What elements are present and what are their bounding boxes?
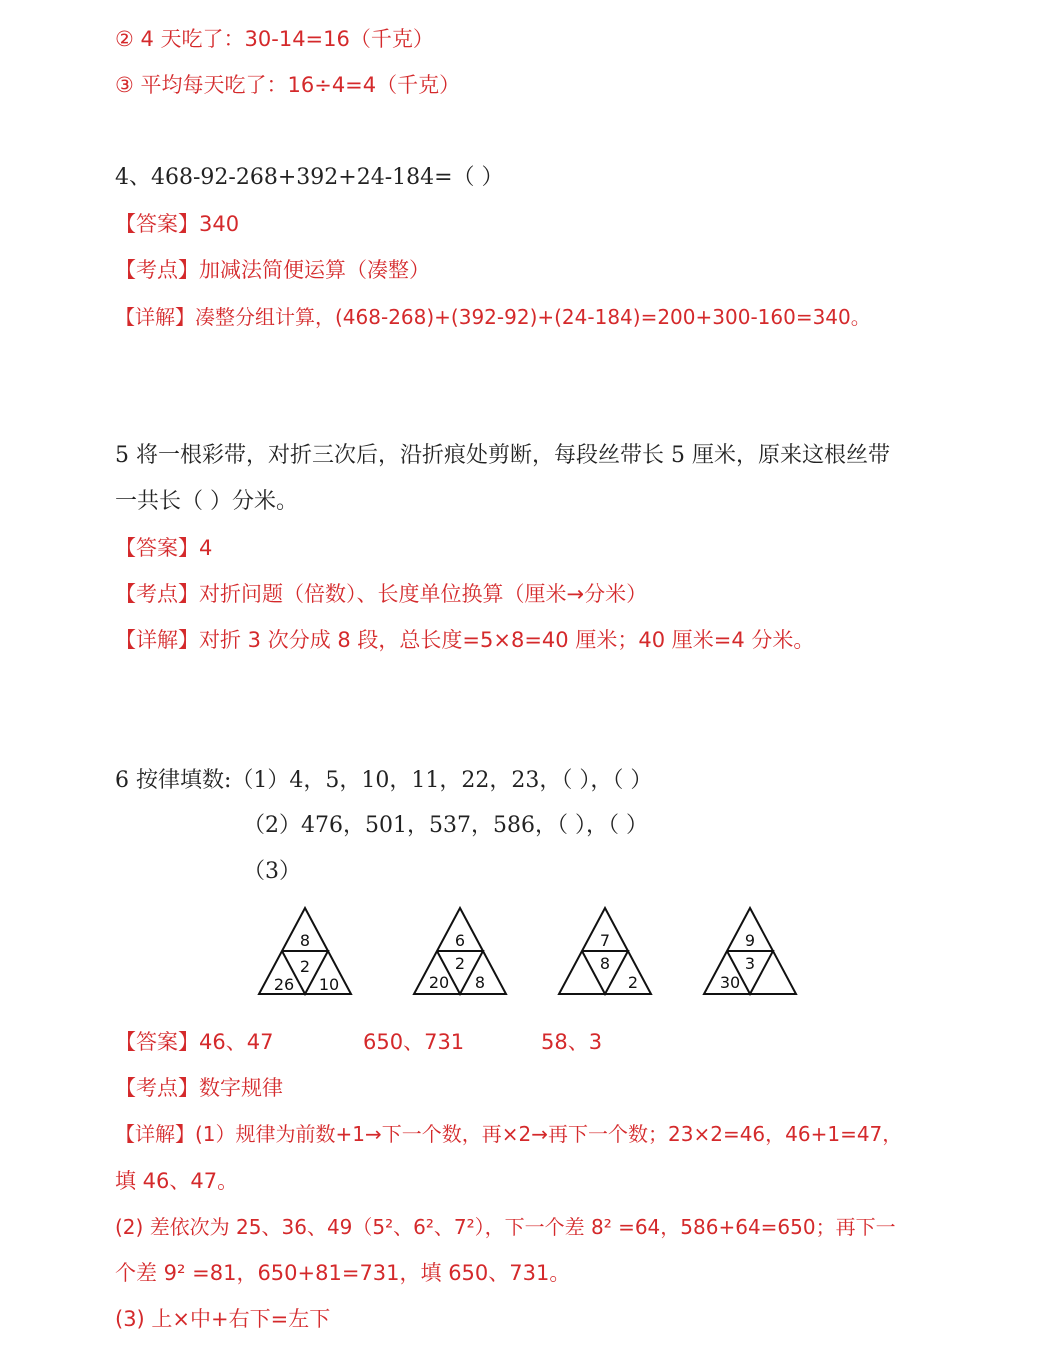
triangle-4-top: 9 — [744, 931, 756, 950]
q6-answer-3: 58、3 — [541, 1030, 603, 1054]
triangle-3-center: 8 — [599, 954, 611, 973]
triangle-2-top: 6 — [454, 931, 466, 950]
q4-explain: 【详解】凑整分组计算，(468-268)+(392-92)+(24-184)=200+300-160=340。 — [115, 305, 871, 329]
triangle-4-center: 3 — [744, 954, 756, 973]
triangle-2-center: 2 — [454, 954, 466, 973]
q6-answer-2: 650、731 — [363, 1030, 465, 1054]
q6-line2: （2）476，501，537，586，（ ），（ ） — [243, 813, 648, 838]
triangle-1-center: 2 — [299, 957, 311, 976]
triangle-figure-3 — [555, 906, 655, 998]
triangle-figure-1 — [255, 906, 355, 998]
triangle-4-left: 30 — [719, 973, 741, 992]
q6-explain-2: (2) 差依次为 25、36、49（5²、6²、7²），下一个差 8² =64，586+64=650；再下一 — [115, 1215, 896, 1239]
triangle-figure-2 — [410, 906, 510, 998]
triangle-figure-4 — [700, 906, 800, 998]
q4-answer: 【答案】340 — [115, 212, 240, 236]
q5-question-line1: 5 将一根彩带，对折三次后，沿折痕处剪断，每段丝带长 5 厘米，原来这根丝带 — [115, 443, 890, 468]
q6-explain-1: 【详解】(1）规律为前数+1→下一个数，再×2→再下一个数；23×2=46，46+1=47， — [115, 1122, 903, 1146]
q5-explain: 【详解】对折 3 次分成 8 段，总长度=5×8=40 厘米；40 厘米=4 分米。 — [115, 628, 815, 652]
q5-answer: 【答案】4 — [115, 536, 213, 560]
triangle-1-left: 26 — [273, 975, 295, 994]
triangle-1-right: 10 — [318, 975, 340, 994]
q6-point: 【考点】数字规律 — [115, 1076, 283, 1100]
triangle-3-top: 7 — [599, 931, 611, 950]
step-3-line: ③ 平均每天吃了：16÷4=4（千克） — [115, 73, 461, 97]
q6-explain-3: (3) 上×中+右下=左下 — [115, 1307, 331, 1331]
q4-question: 4、468-92-268+392+24-184=（ ） — [115, 165, 504, 190]
triangle-2-right: 8 — [474, 973, 486, 992]
q6-answer-1: 【答案】46、47 — [115, 1030, 274, 1054]
step-2-line: ② 4 天吃了：30-14=16（千克） — [115, 27, 434, 51]
q4-point: 【考点】加减法简便运算（凑整） — [115, 258, 430, 282]
triangle-1-top: 8 — [299, 931, 311, 950]
q5-point: 【考点】对折问题（倍数）、长度单位换算（厘米→分米） — [115, 582, 648, 606]
q6-explain-1b: 填 46、47。 — [115, 1169, 239, 1193]
q6-line1: 6 按律填数:（1）4，5，10，11，22，23，（ ），（ ） — [115, 768, 653, 793]
q6-line3: （3） — [243, 859, 301, 884]
q5-question-line2: 一共长（ ）分米。 — [115, 489, 298, 514]
triangle-2-left: 20 — [428, 973, 450, 992]
q6-explain-2b: 个差 9² =81，650+81=731，填 650、731。 — [115, 1261, 571, 1285]
triangle-3-right: 2 — [627, 973, 639, 992]
